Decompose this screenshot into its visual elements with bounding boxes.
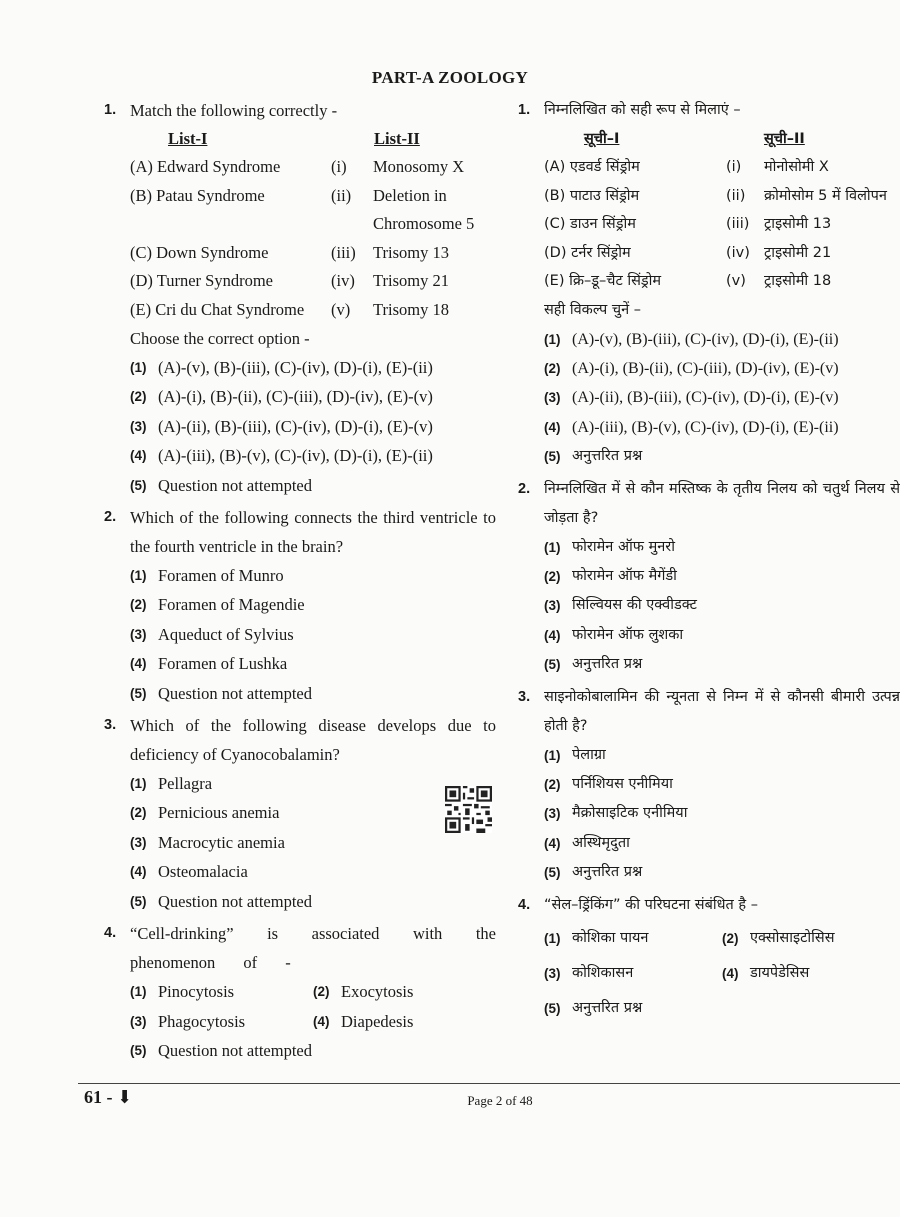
question-stem: Which of the following connects the third ventricle to the fourth ventricle in the brain?	[130, 508, 496, 557]
option-number: (1)	[544, 539, 561, 555]
option-number: (1)	[544, 747, 561, 763]
option-text: Macrocytic anemia	[158, 832, 285, 852]
question-number: 4.	[518, 896, 531, 913]
option-text: अस्थिमृदुता	[572, 834, 630, 851]
list-2-key: (v)	[331, 299, 351, 319]
option[interactable]	[313, 1007, 496, 1036]
option[interactable]	[130, 857, 496, 886]
option[interactable]	[130, 679, 496, 708]
option[interactable]	[130, 1007, 313, 1036]
option[interactable]	[130, 649, 496, 678]
option-text: फोरामेन ऑफ मुनरो	[572, 538, 675, 555]
option-number: (4)	[130, 864, 147, 880]
option-number: (2)	[722, 930, 739, 946]
english-column	[104, 96, 496, 1065]
question-3	[104, 711, 496, 916]
list-1-item: (A) एडवर्ड सिंड्रोम	[544, 159, 640, 175]
option[interactable]	[722, 959, 900, 994]
list-2-key: (i)	[331, 157, 347, 176]
option-text: Question not attempted	[158, 891, 312, 911]
question-number: 1.	[518, 102, 531, 118]
option-number: (1)	[544, 331, 561, 347]
match-row	[130, 296, 496, 325]
section-heading: PART-A ZOOLOGY	[371, 68, 529, 87]
option-number: (2)	[544, 568, 561, 584]
option[interactable]	[130, 441, 496, 470]
option-text: अनुत्तरित प्रश्न	[572, 656, 643, 673]
option-number: (2)	[544, 360, 561, 376]
list-1-item: (B) पाटाउ सिंड्रोम	[544, 187, 640, 204]
option[interactable]	[722, 924, 900, 959]
option-text: डायपेडेसिस	[750, 965, 810, 981]
option-text: (A)-(i), (B)-(ii), (C)-(iii), (D)-(iv), (E)-(v)	[158, 387, 433, 407]
footer-rule	[78, 1083, 900, 1084]
option-pair	[130, 1007, 496, 1036]
option-number: (1)	[130, 984, 147, 1000]
option-number: (5)	[130, 1042, 147, 1058]
option[interactable]	[130, 1036, 496, 1065]
match-row	[130, 182, 496, 239]
option-number: (4)	[722, 966, 739, 981]
option-number: (5)	[130, 893, 147, 909]
list-2-item: Trisomy 21	[373, 271, 449, 290]
match-row	[130, 267, 496, 296]
question-number: 2.	[104, 509, 117, 526]
option-text: Phagocytosis	[158, 1011, 246, 1031]
option-text: मैक्रोसाइटिक एनीमिया	[572, 805, 688, 822]
question-stem: निम्नलिखित को सही रूप से मिलाएं –	[544, 102, 741, 118]
question-1	[104, 96, 496, 500]
option-number: (3)	[130, 418, 147, 434]
option-text: (A)-(i), (B)-(ii), (C)-(iii), (D)-(iv), (E)-(v)	[572, 359, 839, 377]
question-number: 1.	[104, 102, 117, 118]
match-row	[544, 239, 900, 268]
list-1-item: (B) Patau Syndrome	[130, 185, 265, 205]
question-number: 3.	[518, 688, 531, 705]
option[interactable]	[544, 621, 900, 650]
list-1-heading: सूची–I	[584, 131, 620, 147]
option-number: (4)	[544, 419, 561, 435]
option[interactable]	[544, 994, 900, 1023]
option[interactable]	[544, 829, 900, 858]
option[interactable]	[544, 650, 900, 679]
option-number: (5)	[544, 1001, 561, 1017]
question-1-hindi	[518, 96, 900, 472]
option[interactable]	[130, 887, 496, 916]
question-2	[104, 503, 496, 708]
option[interactable]	[544, 959, 722, 988]
option-text: अनुत्तरित प्रश्न	[572, 864, 643, 881]
option-number: (2)	[130, 389, 147, 405]
question-number: 4.	[104, 925, 117, 942]
option[interactable]	[130, 353, 496, 382]
option-pair	[544, 924, 900, 959]
match-header	[544, 125, 900, 153]
option-number: (3)	[544, 390, 561, 406]
option-text: (A)-(ii), (B)-(iii), (C)-(iv), (D)-(i), (E)-(v)	[572, 389, 839, 407]
option-number: (4)	[544, 627, 561, 643]
option-text: Question not attempted	[158, 683, 312, 703]
option-text: (A)-(iii), (B)-(v), (C)-(iv), (D)-(i), (E)-(ii)	[572, 418, 839, 436]
option-text: Question not attempted	[158, 1040, 312, 1060]
option-text: Question not attempted	[158, 475, 312, 495]
question-4	[104, 919, 496, 1065]
list-1-item: (C) Down Syndrome	[130, 242, 269, 262]
option-number: (3)	[130, 1013, 147, 1029]
list-2-key: (ii)	[331, 185, 352, 205]
option[interactable]	[544, 770, 900, 799]
option[interactable]	[130, 561, 496, 590]
option-text: (A)-(ii), (B)-(iii), (C)-(iv), (D)-(i), (E)-(v)	[158, 416, 433, 436]
option-number: (3)	[544, 598, 561, 614]
option-text: Aqueduct of Sylvius	[158, 624, 294, 644]
list-2-heading: List-II	[374, 129, 420, 148]
option-text: Exocytosis	[341, 982, 414, 1002]
option-text: अनुत्तरित प्रश्न	[572, 448, 643, 465]
option[interactable]	[130, 412, 496, 441]
option[interactable]	[313, 977, 496, 1006]
option-number: (2)	[313, 984, 330, 1000]
option-pair	[130, 977, 496, 1006]
list-1-heading: List-I	[168, 129, 208, 148]
match-row	[544, 210, 900, 239]
list-2-key: (iii)	[331, 242, 356, 262]
option-text: फोरामेन ऑफ मैगेंडी	[572, 567, 677, 584]
option-text: Pinocytosis	[158, 982, 235, 1002]
page-number: Page 2 of 48	[467, 1093, 533, 1108]
question-stem: “सेल–ड्रिंकिंग” की परिघटना संबंधित है –	[544, 896, 758, 913]
list-2-key: (v)	[726, 273, 746, 289]
list-1-item: (C) डाउन सिंड्रोम	[544, 216, 636, 232]
option-text: Foramen of Magendie	[158, 595, 305, 615]
option-number: (2)	[544, 776, 561, 792]
option[interactable]	[544, 383, 900, 412]
option-text: फोरामेन ऑफ लुशका	[572, 626, 684, 643]
option-text: पेलाग्रा	[572, 746, 606, 763]
option-number: (2)	[130, 805, 147, 821]
match-row	[544, 153, 900, 182]
option-number: (1)	[130, 360, 147, 375]
option-number: (1)	[130, 568, 147, 584]
option[interactable]	[544, 591, 900, 620]
option[interactable]	[544, 799, 900, 828]
match-header	[130, 125, 496, 153]
option-number: (4)	[313, 1013, 330, 1029]
question-stem: निम्नलिखित में से कौन मस्तिष्क के तृतीय निलय को चतुर्थ निलय से जोड़ता है?	[544, 480, 900, 526]
question-number: 3.	[104, 717, 117, 734]
option-number: (2)	[130, 597, 147, 613]
option-text: Osteomalacia	[158, 862, 248, 882]
option[interactable]	[130, 620, 496, 649]
option[interactable]	[130, 977, 313, 1006]
option-text: अनुत्तरित प्रश्न	[572, 1000, 643, 1017]
option[interactable]	[130, 471, 496, 500]
option[interactable]	[544, 924, 722, 953]
option[interactable]	[544, 442, 900, 471]
list-2-heading: सूची–II	[764, 131, 805, 147]
list-2-item: क्रोमोसोम 5 में विलोपन	[764, 187, 887, 204]
question-4-hindi	[518, 891, 900, 1024]
match-row	[130, 239, 496, 268]
option[interactable]	[544, 413, 900, 442]
option[interactable]	[130, 798, 496, 827]
option-number: (1)	[130, 776, 147, 792]
option-number: (3)	[130, 834, 147, 850]
choose-instruction: सही विकल्प चुनें –	[544, 301, 641, 318]
option-number: (5)	[130, 477, 147, 493]
option-number: (4)	[544, 835, 561, 851]
match-row	[130, 153, 496, 182]
option[interactable]	[544, 858, 900, 887]
option-text: एक्सोसाइटोसिस	[750, 929, 835, 946]
option-number: (4)	[130, 448, 147, 464]
list-2-key: (i)	[726, 159, 742, 175]
option-text: Pernicious anemia	[158, 803, 280, 823]
option-number: (5)	[130, 685, 147, 701]
option-number: (1)	[544, 930, 561, 946]
option-pair	[544, 959, 900, 994]
qr-code-icon	[445, 786, 492, 833]
option-number: (5)	[544, 449, 561, 465]
option-text: Foramen of Munro	[158, 566, 284, 586]
option[interactable]	[544, 741, 900, 770]
option-text: (A)-(v), (B)-(iii), (C)-(iv), (D)-(i), (E)-(ii)	[572, 330, 839, 348]
option-number: (5)	[544, 865, 561, 881]
list-2-key: (iv)	[331, 271, 355, 290]
list-1-item: (D) टर्नर सिंड्रोम	[544, 244, 631, 261]
option-text: कोशिका पायन	[572, 929, 649, 946]
list-2-item: मोनोसोमी X	[764, 159, 829, 175]
option[interactable]	[544, 533, 900, 562]
hindi-column	[518, 96, 900, 1024]
option[interactable]	[544, 325, 900, 354]
question-2-hindi	[518, 475, 900, 680]
option-number: (4)	[130, 656, 147, 672]
list-2-item: ट्राइसोमी 21	[764, 244, 832, 261]
option-text: कोशिकासन	[572, 965, 634, 981]
option-number: (3)	[130, 626, 147, 642]
list-1-item: (A) Edward Syndrome	[130, 157, 281, 176]
option-text: सिल्वियस की एक्वीडक्ट	[572, 597, 697, 614]
list-2-item: Monosomy X	[373, 157, 465, 176]
question-stem: साइनोकोबालामिन की न्यूनता से निम्न में से कौनसी बीमारी उत्पन्न होती है?	[544, 688, 900, 734]
option-text: (A)-(iii), (B)-(v), (C)-(iv), (D)-(i), (E)-(ii)	[158, 446, 433, 466]
option[interactable]	[130, 382, 496, 411]
question-stem: “Cell-drinking” is associated with the phenomenon of -	[130, 924, 496, 973]
match-row	[544, 182, 900, 211]
option-number: (3)	[544, 966, 561, 981]
paper-code: 61 - ⬇	[84, 1087, 133, 1107]
question-stem: Which of the following disease develops due to deficiency of Cyanocobalamin?	[130, 716, 496, 765]
option[interactable]	[130, 590, 496, 619]
option-number: (5)	[544, 657, 561, 673]
list-2-key: (ii)	[726, 187, 746, 204]
option-text: Pellagra	[158, 774, 213, 794]
list-1-item: (E) Cri du Chat Syndrome	[130, 299, 305, 319]
list-2-key: (iv)	[726, 244, 750, 261]
option-text: Diapedesis	[341, 1011, 414, 1031]
list-2-item: Trisomy 13	[373, 242, 449, 262]
option-text: Foramen of Lushka	[158, 654, 288, 674]
question-number: 2.	[518, 480, 531, 497]
option[interactable]	[130, 828, 496, 857]
option[interactable]	[544, 354, 900, 383]
question-3-hindi	[518, 683, 900, 888]
option-text: (A)-(v), (B)-(iii), (C)-(iv), (D)-(i), (E)-(ii)	[158, 358, 433, 377]
option[interactable]	[544, 562, 900, 591]
list-2-item: ट्राइसोमी 18	[764, 273, 832, 289]
option-number: (3)	[544, 806, 561, 822]
option-text: पर्निशियस एनीमिया	[572, 775, 673, 792]
list-2-item: Trisomy 18	[373, 299, 449, 319]
list-1-item: (D) Turner Syndrome	[130, 271, 273, 290]
question-stem: Match the following correctly -	[130, 101, 338, 120]
list-2-item: Deletion in Chromosome 5	[373, 185, 475, 233]
list-2-item: ट्राइसोमी 13	[764, 216, 832, 232]
list-2-key: (iii)	[726, 216, 750, 232]
choose-instruction: Choose the correct option -	[130, 329, 310, 348]
option[interactable]	[130, 769, 496, 798]
list-1-item: (E) क्रि–डू–चैट सिंड्रोम	[544, 273, 662, 289]
match-row	[544, 267, 900, 296]
